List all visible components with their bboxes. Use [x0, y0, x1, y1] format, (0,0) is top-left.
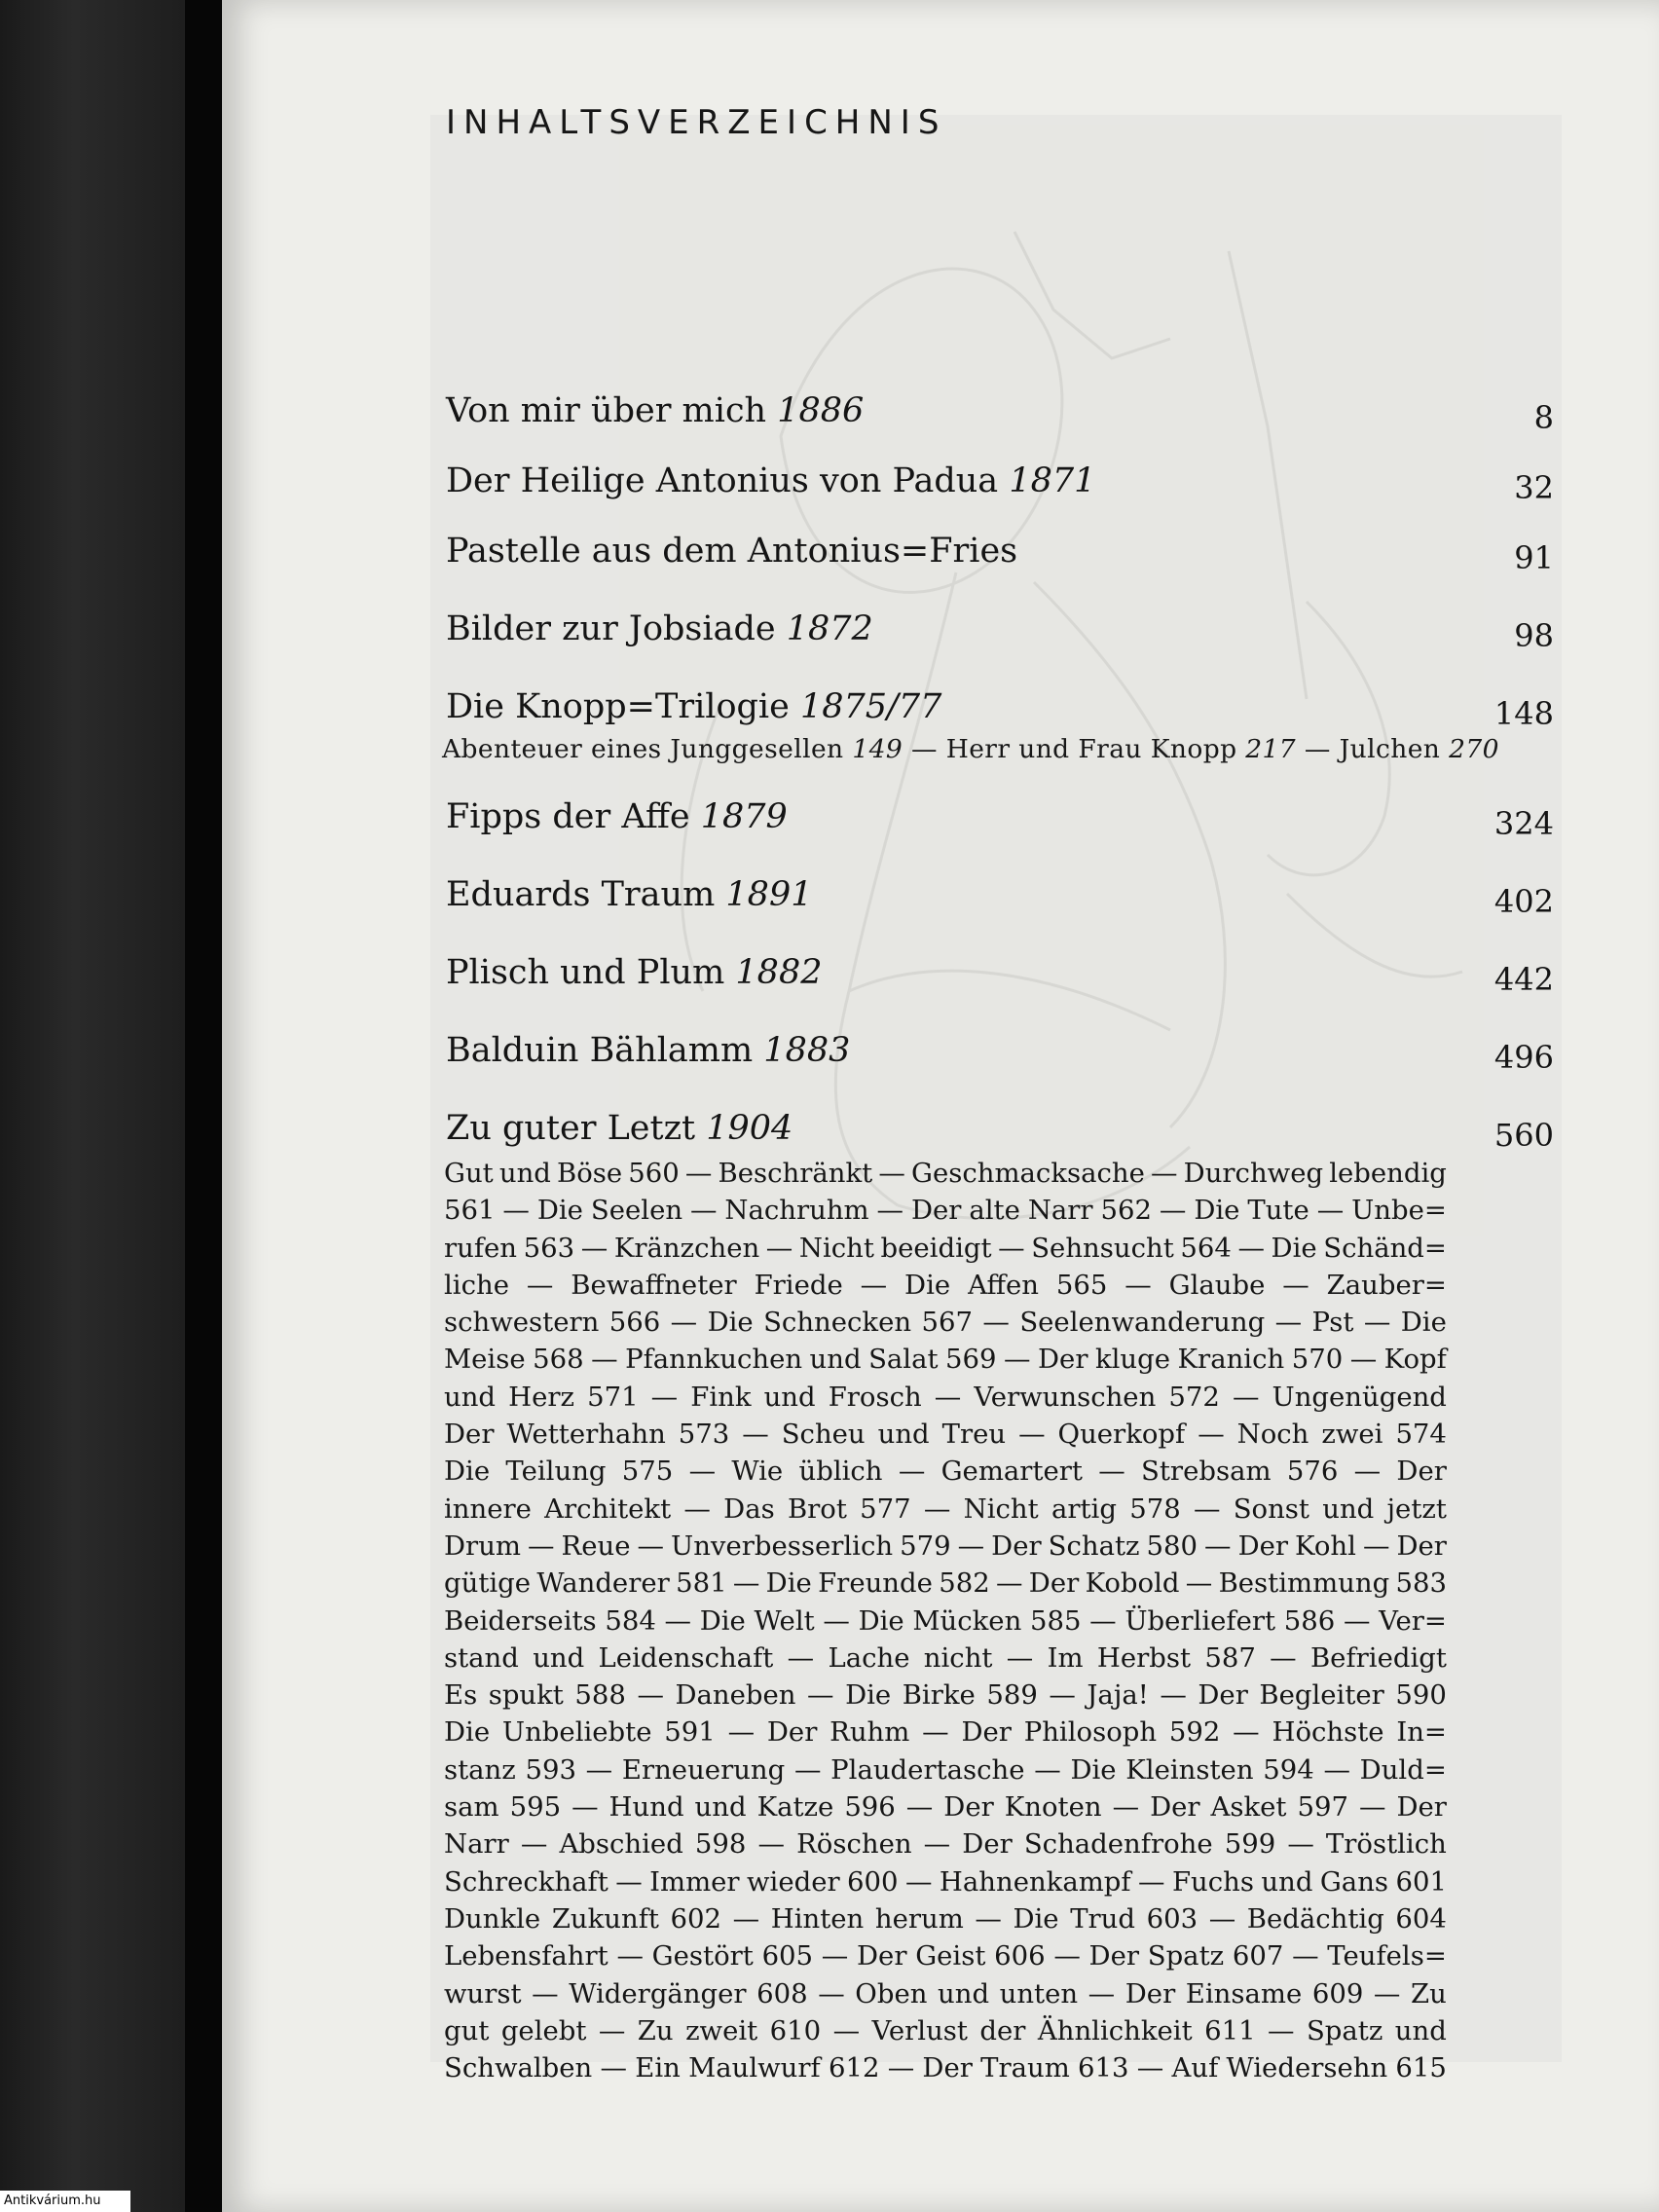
poem-line: Die Teilung 575 — Wie üblich — Gemartert — Strebsam 576 — Der: [444, 1456, 1447, 1488]
toc-entry: [446, 440, 1554, 510]
entry-year: 1872: [786, 609, 873, 648]
entry-title: Die Knopp=Trilogie 1875/77: [446, 687, 942, 726]
left-margin-shadow: [0, 0, 185, 2212]
poem-line: Schwalben — Ein Maulwurf 612 — Der Traum 613 — Auf Wiedersehn 615: [444, 2052, 1447, 2084]
entry-title: Balduin Bählamm 1883: [446, 1031, 851, 1070]
poem-line: Drum — Reue — Unverbesserlich 579 — Der Schatz 580 — Der Kohl — Der: [444, 1530, 1447, 1562]
poem-line: Gut und Böse 560 — Beschränkt — Geschmacksache — Durchweg lebendig: [444, 1158, 1447, 1189]
entry-year: 1875/77: [799, 687, 942, 726]
entry-page: 91: [1514, 539, 1554, 576]
poem-line: Schreckhaft — Immer wieder 600 — Hahnenkampf — Fuchs und Gans 601: [444, 1865, 1447, 1898]
entry-title: Plisch und Plum 1882: [446, 953, 823, 992]
toc-entries: [442, 370, 1554, 1158]
poem-line: Der Wetterhahn 573 — Scheu und Treu — Querkopf — Noch zwei 574: [444, 1419, 1447, 1451]
poem-line: Lebensfahrt — Gestört 605 — Der Geist 606 — Der Spatz 607 — Teufels=: [444, 1940, 1447, 1972]
toc-entry: [446, 510, 1554, 580]
poem-line: stand und Leidenschaft — Lache nicht — Im Herbst 587 — Befriedigt: [444, 1641, 1447, 1674]
knopp-subentries: Abenteuer eines Junggesellen 149 — Herr und Frau Knopp 217 — Julchen 270: [442, 734, 1499, 764]
entry-title: Zu guter Letzt 1904: [446, 1109, 793, 1148]
poem-line: und Herz 571 — Fink und Frosch — Verwunschen 572 — Ungenügend: [444, 1381, 1447, 1413]
page-title: INHALTSVERZEICHNIS: [446, 103, 947, 142]
poem-line: gut gelebt — Zu zweit 610 — Verlust der Ähnlichkeit 611 — Spatz und: [444, 2014, 1447, 2046]
poem-line: rufen 563 — Kränzchen — Nicht beeidigt — Sehnsucht 564 — Die Schänd=: [444, 1232, 1447, 1264]
entry-year: 1871: [1009, 461, 1096, 500]
entry-year: 1879: [700, 797, 788, 836]
toc-entry: [446, 658, 1554, 736]
entry-page: 32: [1514, 469, 1554, 506]
entry-page: 442: [1493, 961, 1554, 998]
entry-title: Eduards Traum 1891: [446, 875, 813, 914]
poem-line: Es spukt 588 — Daneben — Die Birke 589 — Jaja! — Der Begleiter 590: [444, 1679, 1447, 1712]
poem-line: stanz 593 — Erneuerung — Plaudertasche — Die Kleinsten 594 — Duld=: [444, 1753, 1447, 1786]
entry-title: Fipps der Affe 1879: [446, 797, 788, 836]
toc-entry: [446, 924, 1554, 1002]
toc-entry: [446, 846, 1554, 924]
poem-line: liche — Bewaffneter Friede — Die Affen 565 — Glaube — Zauber=: [444, 1269, 1447, 1301]
entry-year: 1891: [725, 875, 813, 914]
poem-list: [444, 1155, 1447, 2086]
entry-year: 1886: [777, 391, 865, 430]
poem-line: Dunkle Zukunft 602 — Hinten herum — Die Trud 603 — Bedächtig 604: [444, 1902, 1447, 1935]
poem-line: Meise 568 — Pfannkuchen und Salat 569 — Der kluge Kranich 570 — Kopf: [444, 1344, 1447, 1376]
poem-line: Beiderseits 584 — Die Welt — Die Mücken 585 — Überliefert 586 — Ver=: [444, 1604, 1447, 1637]
entry-title: Pastelle aus dem Antonius=Fries: [446, 532, 1018, 571]
entry-title: Bilder zur Jobsiade 1872: [446, 609, 873, 648]
poem-line: innere Architekt — Das Brot 577 — Nicht artig 578 — Sonst und jetzt: [444, 1493, 1447, 1525]
toc-entry: [446, 1002, 1554, 1080]
toc-entry: [446, 776, 1554, 846]
toc-entry: [446, 580, 1554, 658]
entry-year: 1883: [763, 1031, 851, 1070]
poem-line: Narr — Abschied 598 — Röschen — Der Schadenfrohe 599 — Tröstlich: [444, 1828, 1447, 1861]
watermark: Antikvárium.hu: [0, 2191, 130, 2212]
entry-title: Der Heilige Antonius von Padua 1871: [446, 461, 1096, 500]
entry-title: Von mir über mich 1886: [446, 391, 865, 430]
entry-page: 560: [1493, 1117, 1554, 1154]
toc-entry: [446, 370, 1554, 440]
poem-line: Die Unbeliebte 591 — Der Ruhm — Der Philosoph 592 — Höchste In=: [444, 1716, 1447, 1749]
entry-page: 8: [1533, 399, 1554, 436]
toc-entry: [446, 1080, 1554, 1158]
entry-page: 496: [1493, 1039, 1554, 1076]
poem-line: sam 595 — Hund und Katze 596 — Der Knoten — Der Asket 597 — Der: [444, 1791, 1447, 1824]
entry-page: 324: [1493, 805, 1554, 842]
entry-year: 1882: [735, 953, 823, 992]
entry-page: 148: [1493, 695, 1554, 732]
entry-page: 98: [1514, 617, 1554, 654]
poem-line: wurst — Widergänger 608 — Oben und unten — Der Einsame 609 — Zu: [444, 1977, 1447, 2009]
book-spine-edge: [185, 0, 224, 2212]
poem-line: gütige Wanderer 581 — Die Freunde 582 — Der Kobold — Bestimmung 583: [444, 1567, 1447, 1600]
entry-year: 1904: [706, 1109, 793, 1148]
poem-line: 561 — Die Seelen — Nachruhm — Der alte Narr 562 — Die Tute — Unbe=: [444, 1195, 1447, 1227]
entry-page: 402: [1493, 883, 1554, 920]
poem-line: schwestern 566 — Die Schnecken 567 — Seelenwanderung — Pst — Die: [444, 1307, 1447, 1339]
